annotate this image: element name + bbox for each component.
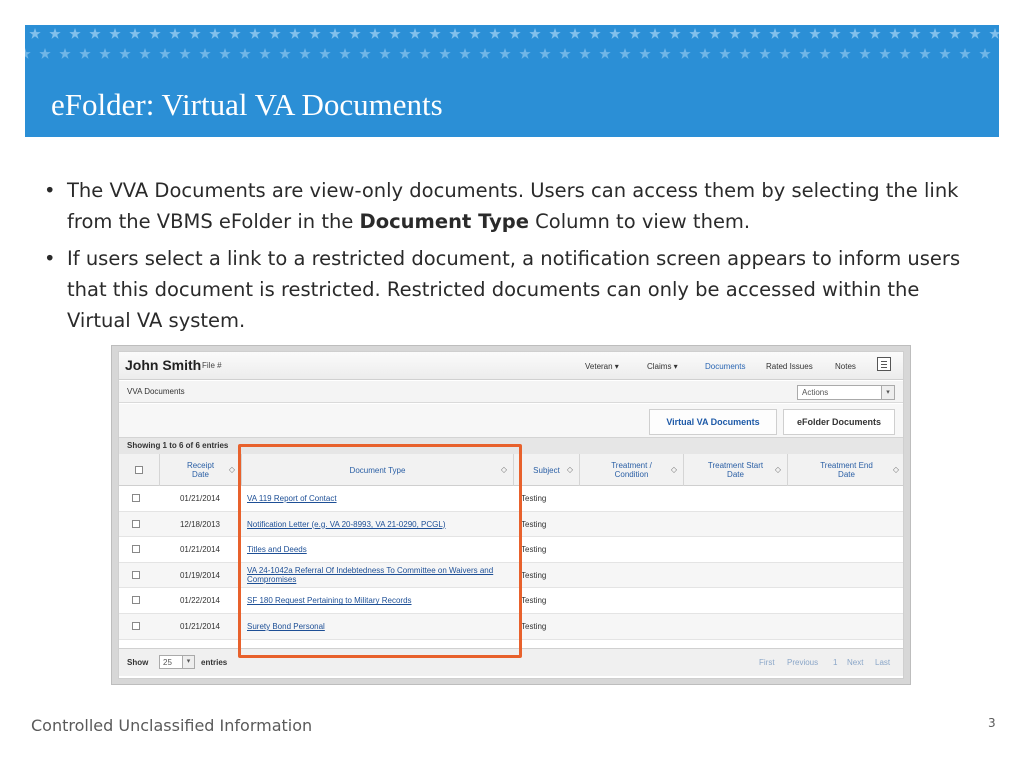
col-subject-label: Subject: [533, 465, 560, 475]
pager-next[interactable]: Next: [847, 658, 864, 667]
document-type-link[interactable]: Surety Bond Personal: [247, 621, 325, 631]
col-treatment-start-label: Treatment Start Date: [707, 461, 764, 479]
app-header: [119, 352, 903, 380]
bullet-item: [44, 175, 984, 237]
col-treatment-condition-label: Treatment / Condition: [611, 461, 652, 479]
sort-icon[interactable]: ◇: [500, 465, 507, 474]
row-checkbox[interactable]: [132, 494, 140, 502]
file-number-label: File #: [202, 361, 222, 370]
nav-documents[interactable]: Documents: [705, 362, 746, 371]
veteran-name: John Smith: [125, 357, 202, 373]
stars-pattern: [25, 25, 999, 73]
receipt-date: 01/21/2014: [179, 545, 221, 555]
classification-footer: Controlled Unclassified Information: [31, 716, 313, 735]
bullet-dot: •: [44, 179, 56, 202]
select-all-checkbox[interactable]: [135, 466, 143, 474]
col-document-type-label: Document Type: [349, 465, 406, 475]
subject: Testing: [521, 621, 547, 631]
slide-title: eFolder: Virtual VA Documents: [51, 87, 443, 122]
row-checkbox[interactable]: [132, 622, 140, 630]
actions-select[interactable]: [797, 385, 895, 400]
nav-rated-issues[interactable]: Rated Issues: [766, 362, 813, 371]
bullet-bold-text: Document Type: [359, 210, 529, 233]
showing-entries-text: Showing 1 to 6 of 6 entries: [119, 438, 903, 454]
tab-virtual-va-documents[interactable]: Virtual VA Documents: [649, 409, 777, 435]
entries-label: entries: [201, 658, 228, 667]
document-type-highlight: [238, 444, 522, 658]
document-type-link[interactable]: VA 119 Report of Contact: [247, 494, 337, 503]
bullet-text: The VVA Documents are view-only documents. Users can access them by selecting the link from the VBMS eFolder in the: [67, 179, 959, 233]
row-checkbox[interactable]: [132, 596, 140, 604]
section-bar: [119, 381, 903, 403]
section-label: VVA Documents: [127, 387, 185, 396]
sort-icon[interactable]: ◇: [892, 465, 899, 474]
col-treatment-end-label: Treatment End Date: [820, 461, 873, 479]
receipt-date: 01/19/2014: [179, 570, 221, 580]
subject: Testing: [521, 494, 547, 503]
pager-last[interactable]: Last: [875, 658, 891, 667]
sort-icon[interactable]: ◇: [670, 465, 677, 474]
page-number: 3: [988, 716, 996, 730]
col-treatment-start-date[interactable]: [683, 454, 787, 486]
show-label: Show: [127, 658, 149, 667]
receipt-date: 12/18/2013: [179, 519, 221, 529]
chevron-down-icon[interactable]: ▾: [182, 656, 194, 668]
bullet-dot: •: [44, 247, 56, 270]
nav-veteran-menu[interactable]: Veteran ▾: [585, 362, 619, 371]
pager-first[interactable]: First: [759, 658, 775, 667]
sort-icon[interactable]: ◇: [774, 465, 781, 474]
select-all-cell: [119, 454, 159, 486]
sort-icon[interactable]: ◇: [566, 465, 573, 474]
row-checkbox[interactable]: [132, 571, 140, 579]
subject: Testing: [521, 545, 547, 555]
document-type-link[interactable]: Notification Letter (e.g. VA 20-8993, VA 21-0290, PCGL): [247, 519, 446, 529]
col-treatment-condition[interactable]: [579, 454, 683, 486]
col-subject[interactable]: [513, 454, 579, 486]
document-type-link[interactable]: SF 180 Request Pertaining to Military Records: [247, 596, 412, 606]
bullet-list: [44, 175, 984, 342]
row-checkbox[interactable]: [132, 520, 140, 528]
document-type-link[interactable]: VA 24-1042a Referral Of Indebtedness To Committee on Waivers and Compromises: [247, 565, 494, 584]
pager-page-1[interactable]: 1: [833, 658, 838, 667]
tab-efolder-documents[interactable]: eFolder Documents: [783, 409, 895, 435]
subject: Testing: [521, 570, 547, 580]
document-tabs: [119, 404, 903, 438]
actions-select-value: Actions: [802, 388, 829, 397]
bullet-text: If users select a link to a restricted document, a notification screen appears to inform users that this document is restricted. Restricted documents can only be accessed within the Virtual VA system.: [67, 247, 961, 332]
pager-previous[interactable]: Previous: [787, 658, 819, 667]
bullet-text-end: Column to view them.: [528, 210, 751, 233]
receipt-date: 01/21/2014: [179, 621, 221, 631]
page-size-value: 25: [163, 658, 172, 667]
col-receipt-date-label: Receipt Date: [186, 461, 215, 479]
col-treatment-end-date[interactable]: [787, 454, 904, 486]
chevron-down-icon[interactable]: ▾: [881, 386, 894, 399]
nav-claims-menu[interactable]: Claims ▾: [647, 362, 678, 371]
subject: Testing: [521, 596, 547, 606]
receipt-date: 01/21/2014: [179, 494, 221, 503]
document-type-link[interactable]: Titles and Deeds: [247, 545, 307, 555]
receipt-date: 01/22/2014: [179, 596, 221, 606]
subject: Testing: [521, 519, 547, 529]
page-size-select[interactable]: [159, 655, 195, 669]
col-receipt-date[interactable]: [159, 454, 241, 486]
nav-notes[interactable]: Notes: [835, 362, 856, 371]
bullet-item: [44, 243, 984, 336]
row-checkbox[interactable]: [132, 545, 140, 553]
notes-icon[interactable]: [877, 357, 891, 371]
sort-icon[interactable]: ◇: [228, 465, 235, 474]
title-banner: [25, 25, 999, 137]
